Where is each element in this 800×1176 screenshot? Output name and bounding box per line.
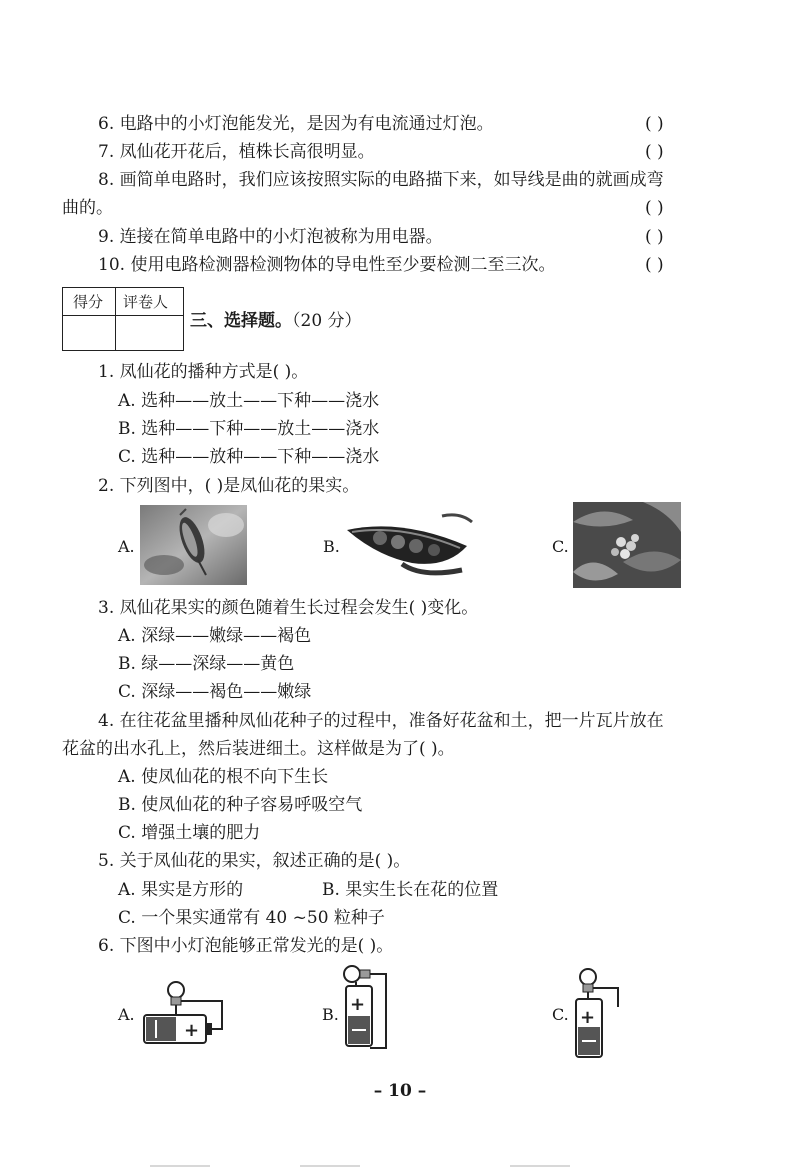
image-label-b: B.: [322, 1005, 339, 1024]
judge-item-6: 6. 电路中的小灯泡能发光，是因为有电流通过灯泡。: [98, 114, 494, 134]
circuit-a-diagram[interactable]: [140, 975, 230, 1050]
question-3: 3. 凤仙花果实的颜色随着生长过程会发生( )变化。: [98, 598, 479, 618]
seed-pod-photo[interactable]: [140, 505, 247, 585]
circuit-c-diagram[interactable]: [570, 965, 630, 1060]
option-b[interactable]: B. 使凤仙花的种子容易呼吸空气: [118, 795, 363, 815]
answer-paren[interactable]: ( ): [645, 142, 664, 162]
option-a[interactable]: A. 果实是方形的: [118, 880, 244, 900]
image-label-a: A.: [118, 537, 135, 556]
image-label-c: C.: [552, 1005, 569, 1024]
image-label-b: B.: [323, 537, 340, 556]
option-b[interactable]: B. 果实生长在花的位置: [322, 880, 499, 900]
question-4-cont: 花盆的出水孔上，然后装进细土。这样做是为了( )。: [62, 739, 455, 759]
option-a[interactable]: A. 选种——放土——下种——浇水: [118, 391, 380, 411]
question-5: 5. 关于凤仙花的果实，叙述正确的是( )。: [98, 851, 411, 871]
flower-fruit-photo[interactable]: [573, 502, 681, 588]
question-1: 1. 凤仙花的播种方式是( )。: [98, 362, 309, 382]
image-label-a: A.: [118, 1005, 135, 1024]
page-number: – 10 –: [373, 1081, 427, 1101]
judge-item-8-cont: 曲的。: [62, 198, 113, 218]
judge-item-7: 7. 凤仙花开花后，植株长高很明显。: [98, 142, 375, 162]
score-header: 得分: [73, 293, 104, 311]
grader-header: 评卷人: [123, 293, 169, 311]
option-c[interactable]: C. 一个果实通常有 40 ~50 粒种子: [118, 908, 385, 928]
svg-text:+: +: [184, 1020, 200, 1041]
question-4: 4. 在往花盆里播种凤仙花种子的过程中，准备好花盆和土，把一片瓦片放在: [98, 711, 664, 731]
image-label-c: C.: [552, 537, 569, 556]
option-c[interactable]: C. 选种——放种——下种——浇水: [118, 447, 380, 467]
table-divider: [63, 315, 183, 316]
table-divider: [115, 288, 116, 350]
section-points: （20 分）: [292, 311, 362, 331]
option-a[interactable]: A. 深绿——嫩绿——褐色: [118, 626, 312, 646]
svg-text:+: +: [580, 1007, 596, 1028]
section-title: 三、选择题。: [190, 311, 292, 331]
option-a[interactable]: A. 使凤仙花的根不向下生长: [118, 767, 329, 787]
question-2: 2. 下列图中，( )是凤仙花的果实。: [98, 476, 360, 496]
question-6: 6. 下图中小灯泡能够正常发光的是( )。: [98, 936, 394, 956]
judge-item-8: 8. 画简单电路时，我们应该按照实际的电路描下来，如导线是曲的就画成弯: [98, 170, 664, 190]
judge-item-10: 10. 使用电路检测器检测物体的导电性至少要检测二至三次。: [98, 255, 556, 275]
svg-text:+: +: [350, 994, 366, 1015]
section-heading: [190, 310, 362, 332]
answer-paren[interactable]: ( ): [645, 114, 664, 134]
answer-paren[interactable]: ( ): [645, 255, 664, 275]
judge-item-9: 9. 连接在简单电路中的小灯泡被称为用电器。: [98, 227, 443, 247]
option-b[interactable]: B. 选种——下种——放土——浇水: [118, 419, 380, 439]
circuit-b-diagram[interactable]: [338, 962, 398, 1057]
answer-paren[interactable]: ( ): [645, 227, 664, 247]
pea-pod-photo[interactable]: [342, 508, 477, 584]
bleed-through-marks: [150, 1160, 620, 1170]
answer-paren[interactable]: ( ): [645, 198, 664, 218]
option-c[interactable]: C. 增强土壤的肥力: [118, 823, 261, 843]
option-c[interactable]: C. 深绿——褐色——嫩绿: [118, 682, 312, 702]
option-b[interactable]: B. 绿——深绿——黄色: [118, 654, 295, 674]
score-table: [62, 287, 184, 351]
